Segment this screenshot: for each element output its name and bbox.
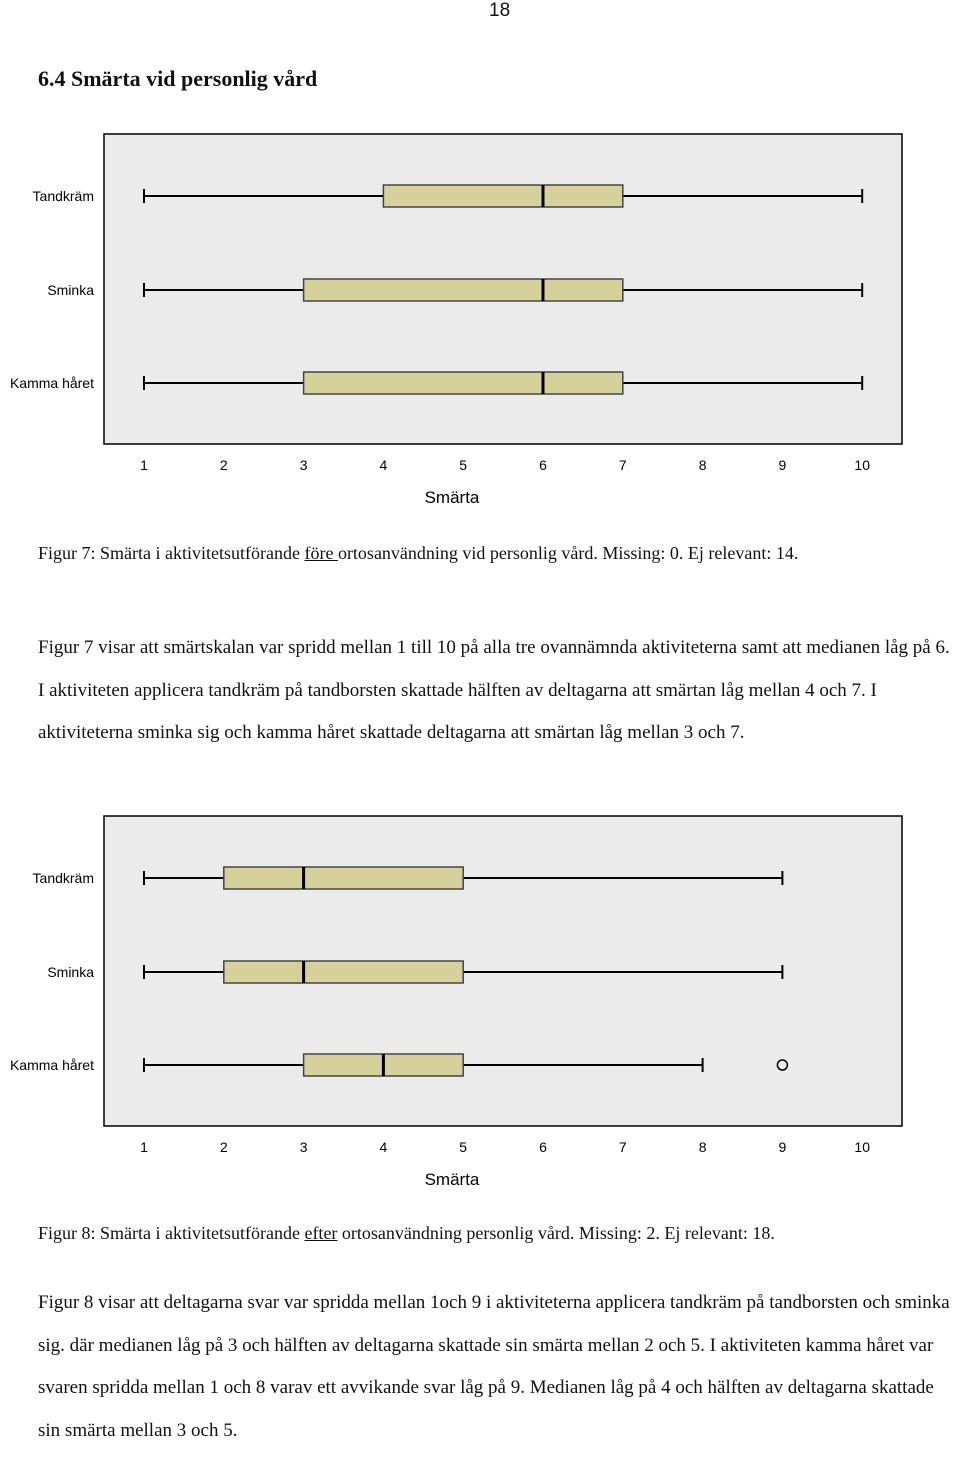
caption-text: ortosanvändning vid personlig vård. Missing: 0. Ej relevant: 14. [337, 543, 799, 563]
x-tick-label: 9 [778, 457, 787, 473]
paragraph-figure-7: Figur 7 visar att smärtskalan var spridd mellan 1 till 10 på alla tre ovannämnda aktiviteterna samt att medianen låg på 6. I aktiviteten applicera tandkräm på tandborsten skattade hälften av deltagarna att smärtan låg mellan 4 och 7. I aktiviteterna sminka sig och kamma håret skattade deltagarna att smärtan låg mellan 3 och 7. [38, 637, 950, 743]
category-label: Sminka [47, 282, 94, 298]
category-label: Sminka [47, 964, 94, 980]
boxplot-svg [0, 130, 960, 510]
x-tick-label: 8 [698, 1139, 707, 1155]
x-tick-label: 3 [299, 457, 308, 473]
category-label: Kamma håret [9, 375, 94, 391]
page-number: 18 [489, 0, 511, 21]
x-tick-label: 1 [140, 1139, 148, 1155]
category-label: Tandkräm [32, 188, 94, 204]
caption-text: ortosanvändning personlig vård. Missing: 2. Ej relevant: 18. [337, 1223, 775, 1243]
box-iqr [304, 279, 623, 301]
caption-text: Figur 7: Smärta i aktivitetsutförande [38, 543, 305, 563]
x-tick-label: 6 [539, 457, 547, 473]
caption-text: Figur 8: Smärta i aktivitetsutförande [38, 1223, 305, 1243]
box-iqr [224, 867, 463, 889]
category-label: Tandkräm [32, 870, 94, 886]
x-tick-label: 7 [618, 457, 627, 473]
box-iqr [224, 961, 463, 983]
caption-emphasis: före [304, 543, 338, 563]
x-tick-label: 4 [379, 457, 388, 473]
x-axis-label: Smärta [424, 1170, 480, 1189]
section-heading: 6.4 Smärta vid personlig vård [38, 66, 318, 91]
x-tick-label: 4 [379, 1139, 388, 1155]
x-tick-label: 8 [698, 457, 707, 473]
boxplot-svg [0, 812, 960, 1192]
x-tick-label: 10 [854, 457, 870, 473]
x-tick-label: 9 [778, 1139, 787, 1155]
box-iqr [383, 185, 622, 207]
category-label: Kamma håret [9, 1057, 94, 1073]
paragraph-figure-8: Figur 8 visar att deltagarna svar var spridda mellan 1och 9 i aktiviteterna applicera tandkräm på tandborsten och sminka sig. där medianen låg på 3 och hälften av deltagarna skattade sin smärta mellan 2 och 5. I aktiviteten kamma håret var svaren spridda mellan 1 och 8 varav ett avvikande svar låg på 9. Medianen låg på 4 och hälften av deltagarna skattade sin smärta mellan 3 och 5. [38, 1292, 950, 1441]
x-tick-label: 6 [539, 1139, 547, 1155]
figure-7-boxplot [0, 130, 960, 510]
x-tick-label: 1 [140, 457, 148, 473]
x-tick-label: 5 [459, 1139, 468, 1155]
x-tick-label: 2 [219, 1139, 228, 1155]
x-tick-label: 10 [854, 1139, 870, 1155]
x-tick-label: 3 [299, 1139, 308, 1155]
figure-8-caption [38, 1220, 956, 1247]
caption-emphasis: efter [304, 1223, 338, 1243]
figure-7-caption [38, 540, 956, 567]
x-tick-label: 2 [219, 457, 228, 473]
x-tick-label: 7 [618, 1139, 627, 1155]
x-tick-label: 5 [459, 457, 468, 473]
figure-8-boxplot [0, 812, 960, 1192]
box-iqr [304, 372, 623, 394]
x-axis-label: Smärta [424, 488, 480, 507]
